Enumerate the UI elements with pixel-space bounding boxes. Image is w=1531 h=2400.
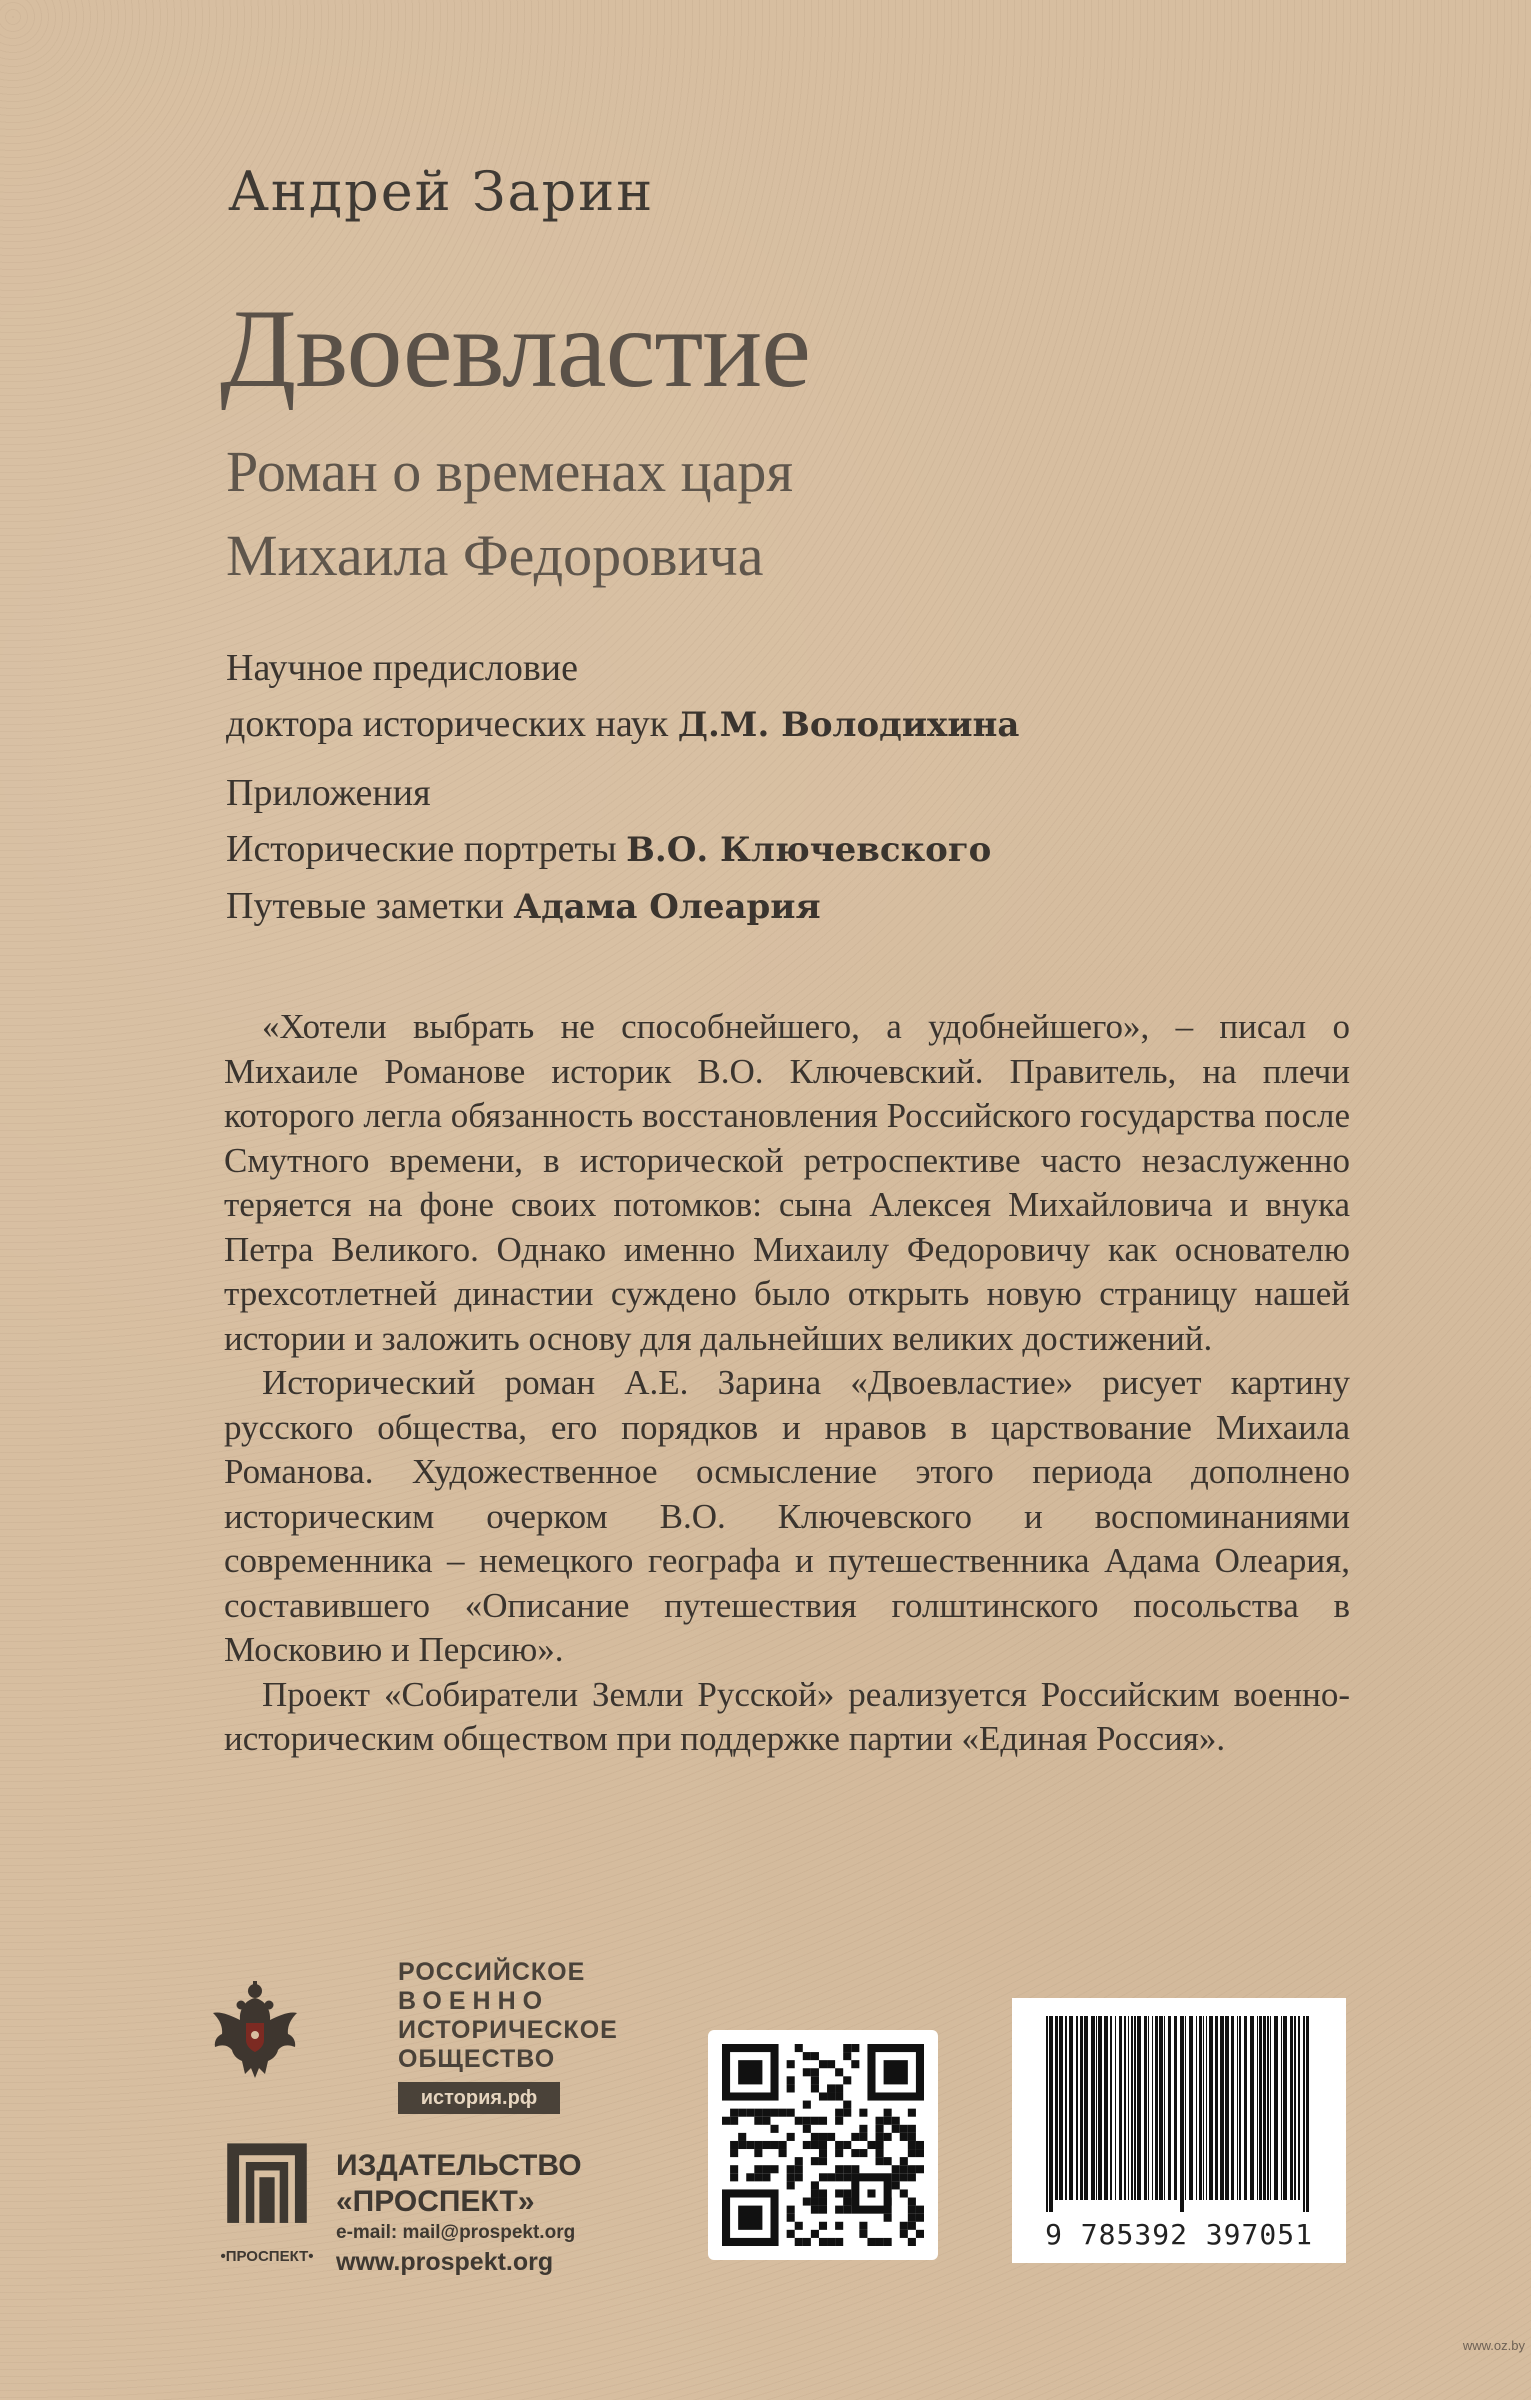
- portraits-line: [226, 821, 1019, 878]
- publisher-line: ИЗДАТЕЛЬСТВО: [336, 2149, 582, 2182]
- isbn-number: 9 785392 397051: [1045, 2218, 1313, 2251]
- front-matter: [226, 640, 1019, 935]
- rvio-line: ВОЕННО: [398, 1987, 550, 2015]
- blurb-paragraph: Проект «Собиратели Земли Русской» реализуется Российским военно-историческим обществом при поддержке партии «Единая Россия».: [224, 1674, 1350, 1758]
- publisher-email: e-mail: mail@prospekt.org: [336, 2222, 576, 2243]
- rvio-name: [398, 1958, 618, 2074]
- prospekt-logo-icon: [212, 2140, 322, 2250]
- subtitle-line: Роман о временах царя: [226, 439, 794, 504]
- publisher-info: [336, 2148, 582, 2278]
- publisher-website: www.prospekt.org: [336, 2248, 554, 2276]
- rvio-site-badge: история.рф: [398, 2082, 560, 2114]
- preface-label: Научное предисловие: [226, 647, 579, 689]
- watermark: www.oz.by: [1462, 2338, 1525, 2353]
- blurb-paragraph: «Хотели выбрать не способнейшего, а удобнейшего», – писал о Михаиле Романове историк В.О. Ключевский. Правитель, на плечи которого легла обязанность восстановления Российского государства после Смутного времени, в исторической ретроспективе часто незаслуженно теряется на фоне своих потомков: сына Алексея Михайловича и внука Петра Великого. Однако именно Михаилу Федоровичу как основателю трехсотлетней династии суждено было открыть новую страницу нашей истории и заложить основу для дальнейших великих достижений.: [224, 1007, 1350, 1358]
- author-name: Андрей Зарин: [228, 160, 655, 223]
- notes-line: [226, 878, 1019, 935]
- publisher-name: «ПРОСПЕКТ»: [336, 2185, 535, 2218]
- blurb-paragraph: Исторический роман А.Е. Зарина «Двоевластие» рисует картину русского общества, его порядков и нравов в царствование Михаила Романова. Художественное осмысление этого периода дополнено историческим очерком В.О. Ключевского и воспоминаниями современника – немецкого географа и путешественника Адама Олеария, составившего «Описание путешествия голштинского посольства в Московию и Персию».: [224, 1363, 1350, 1669]
- prospekt-logo-caption: •ПРОСПЕКТ•: [220, 2248, 314, 2265]
- subtitle-line: Михаила Федоровича: [226, 523, 764, 588]
- preface-author-line: [226, 696, 1019, 753]
- preface-by-name: Д.М. Володихина: [677, 705, 1020, 745]
- notes-name: Адама Олеария: [513, 887, 821, 927]
- notes-prefix: Путевые заметки: [226, 885, 504, 927]
- rvio-line: РОССИЙСКОЕ: [398, 1958, 586, 1986]
- rvio-line: ИСТОРИЧЕСКОЕ: [398, 2016, 618, 2044]
- qr-code: [708, 2030, 938, 2260]
- barcode-icon: [1042, 2016, 1316, 2212]
- book-subtitle: [226, 430, 793, 598]
- rvio-line: ОБЩЕСТВО: [398, 2045, 556, 2073]
- double-headed-eagle-icon: [210, 1930, 390, 2130]
- book-title: Двоевластие: [220, 287, 810, 411]
- preface-by-prefix: доктора исторических наук: [226, 703, 669, 745]
- appendix-label: Приложения: [226, 772, 431, 814]
- blurb: [224, 1005, 1350, 1762]
- barcode: [1012, 1998, 1346, 2263]
- portraits-prefix: Исторические портреты: [226, 828, 617, 870]
- portraits-name: В.О. Ключевского: [626, 830, 992, 870]
- qr-code-icon: [722, 2044, 924, 2246]
